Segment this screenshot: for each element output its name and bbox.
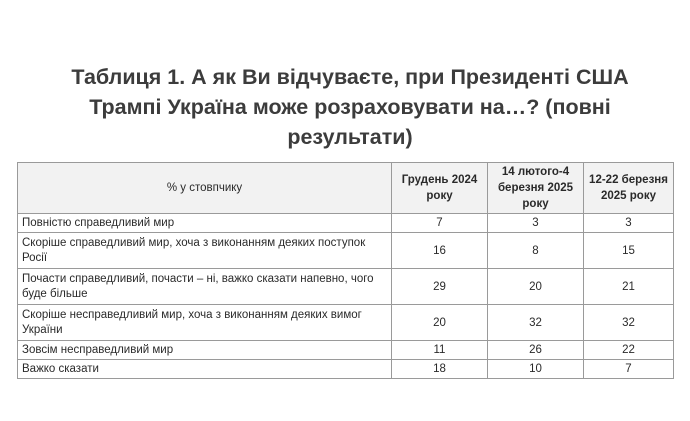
cell-value: 29 (392, 269, 488, 305)
page-title: Таблиця 1. А як Ви відчуваєте, при Президенті США Трампі Україна може розраховувати на…? (повні результати) (71, 65, 629, 149)
table-header (18, 163, 674, 214)
cell-value: 32 (584, 305, 674, 341)
row-label: Важко сказати (18, 360, 392, 379)
row-label: Скоріше справедливий мир, хоча з виконанням деяких поступок Росії (18, 233, 392, 269)
cell-value: 21 (584, 269, 674, 305)
header-label-cell: % у стовпчику (18, 163, 392, 214)
cell-value: 22 (584, 341, 674, 360)
cell-value: 18 (392, 360, 488, 379)
table-row (18, 233, 674, 269)
cell-value: 7 (392, 214, 488, 233)
cell-value: 8 (488, 233, 584, 269)
cell-value: 3 (488, 214, 584, 233)
cell-value: 20 (488, 269, 584, 305)
cell-value: 26 (488, 341, 584, 360)
cell-value: 11 (392, 341, 488, 360)
cell-value: 3 (584, 214, 674, 233)
header-row (18, 163, 674, 214)
table-row (18, 305, 674, 341)
cell-value: 16 (392, 233, 488, 269)
table-body (18, 214, 674, 379)
table-row (18, 269, 674, 305)
cell-value: 7 (584, 360, 674, 379)
row-label: Скоріше несправедливий мир, хоча з виконанням деяких вимог України (18, 305, 392, 341)
cell-value: 15 (584, 233, 674, 269)
header-feb-mar-2025: 14 лютого-4 березня 2025 року (488, 163, 584, 214)
table-row (18, 214, 674, 233)
row-label: Почасти справедливий, почасти – ні, важко сказати напевно, чого буде більше (18, 269, 392, 305)
row-label: Зовсім несправедливий мир (18, 341, 392, 360)
header-december-2024: Грудень 2024 року (392, 163, 488, 214)
results-table (17, 162, 674, 379)
cell-value: 32 (488, 305, 584, 341)
cell-value: 10 (488, 360, 584, 379)
cell-value: 20 (392, 305, 488, 341)
table-row (18, 360, 674, 379)
row-label: Повністю справедливий мир (18, 214, 392, 233)
header-march-2025: 12-22 березня 2025 року (584, 163, 674, 214)
table-row (18, 341, 674, 360)
